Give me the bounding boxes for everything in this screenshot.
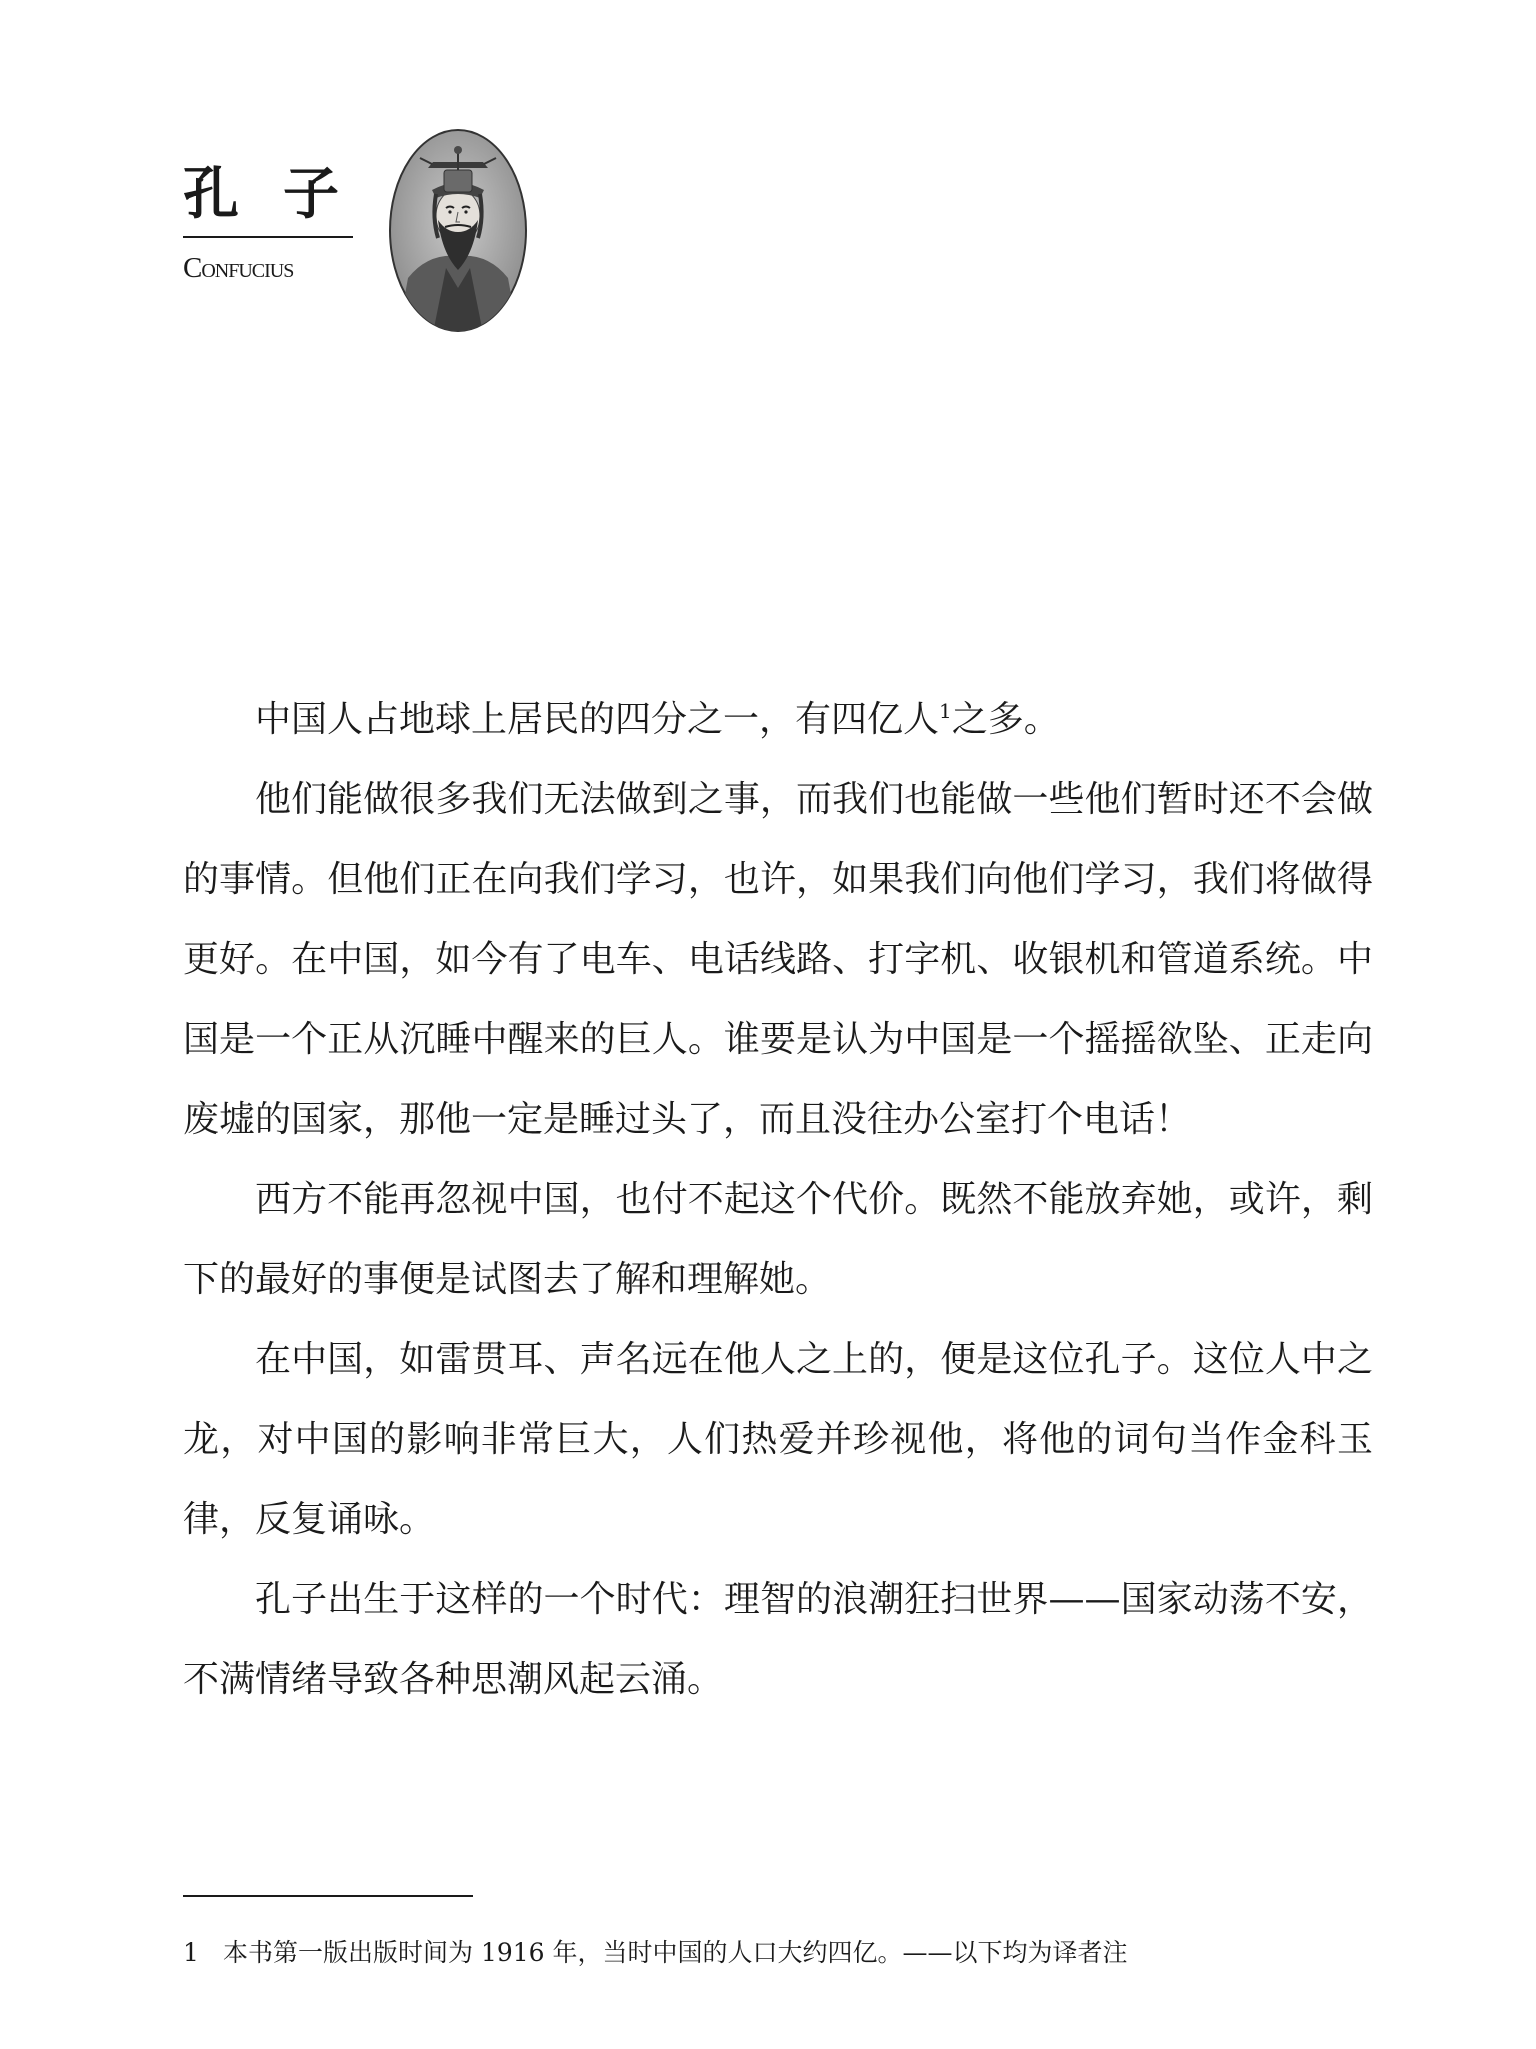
footnote-number: 1 (183, 1938, 199, 1967)
footnote-reference[interactable]: 1 (939, 699, 952, 723)
footnote (183, 1935, 1128, 1971)
body-text (183, 680, 1373, 1720)
footnote-divider (183, 1895, 473, 1897)
chapter-subtitle: Confucius (183, 252, 294, 284)
chapter-title: 孔子 (183, 162, 383, 227)
paragraph (183, 680, 1373, 760)
paragraph: 在中国，如雷贯耳、声名远在他人之上的，便是这位孔子。这位人中之龙，对中国的影响非常巨大，人们热爱并珍视他，将他的词句当作金科玉律，反复诵咏。 (183, 1339, 1373, 1540)
confucius-portrait (388, 128, 528, 333)
paragraph-text: 中国人占地球上居民的四分之一，有四亿人 (255, 699, 940, 740)
chapter-header (183, 160, 383, 230)
chapter-title-rule (183, 236, 353, 238)
footnote-text: 本书第一版出版时间为 1916 年，当时中国的人口大约四亿。——以下均为译者注 (223, 1938, 1128, 1967)
paragraph: 他们能做很多我们无法做到之事，而我们也能做一些他们暂时还不会做的事情。但他们正在向我们学习，也许，如果我们向他们学习，我们将做得更好。在中国，如今有了电车、电话线路、打字机、收银机和管道系统。中国是一个正从沉睡中醒来的巨人。谁要是认为中国是一个摇摇欲坠、正走向废墟的国家，那他一定是睡过头了，而且没往办公室打个电话！ (183, 779, 1373, 1140)
paragraph: 孔子出生于这样的一个时代：理智的浪潮狂扫世界——国家动荡不安，不满情绪导致各种思潮风起云涌。 (183, 1579, 1373, 1700)
paragraph: 西方不能再忽视中国，也付不起这个代价。既然不能放弃她，或许，剩下的最好的事便是试图去了解和理解她。 (183, 1179, 1373, 1300)
paragraph-text: 之多。 (951, 699, 1060, 740)
